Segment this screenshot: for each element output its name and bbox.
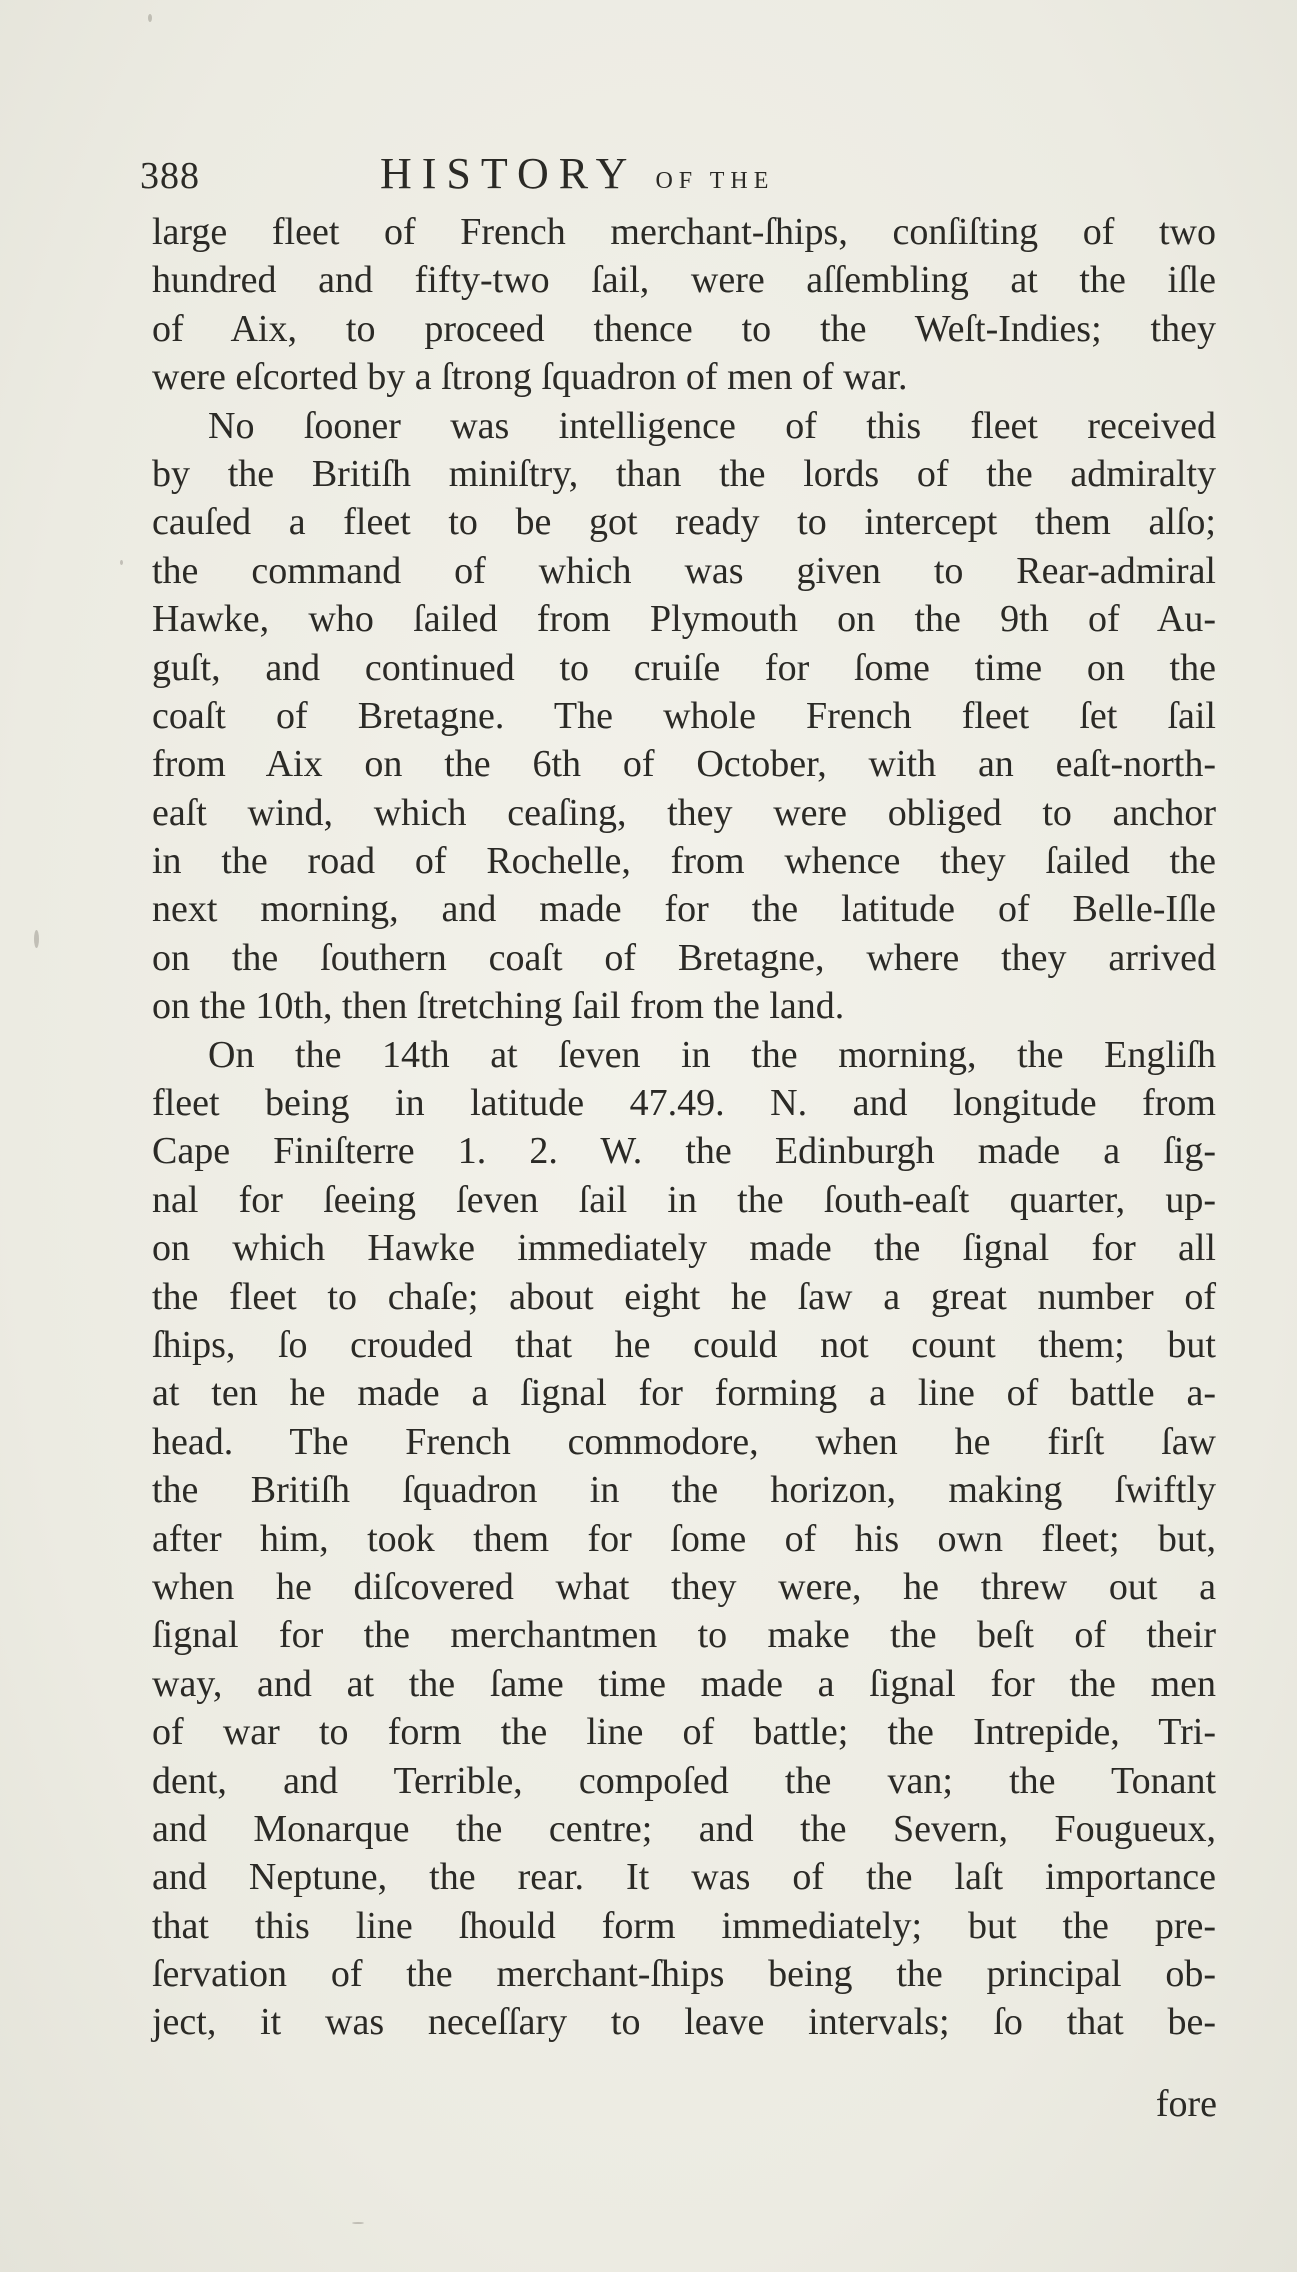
text-line: ject, it was neceſſary to leave intervals; ſo that be- <box>152 2001 1216 2044</box>
text-line: head. The French commodore, when he firſt ſaw <box>152 1420 1216 1463</box>
running-head-suffix: OF THE <box>655 168 775 194</box>
text-line: fleet being in latitude 47.49. N. and longitude from <box>152 1082 1216 1125</box>
catchword: fore <box>1155 2083 1217 2125</box>
text-line: at ten he made a ſignal for forming a line of battle a- <box>152 1372 1216 1415</box>
text-line: and Neptune, the rear. It was of the laſt importance <box>152 1856 1216 1899</box>
text-line: on the ſouthern coaſt of Bretagne, where they arrived <box>152 936 1216 979</box>
text-line: ſhips, ſo crouded that he could not count them; but <box>152 1323 1216 1366</box>
paper-speck <box>148 14 152 22</box>
text-line: by the Britiſh miniſtry, than the lords of the admiralty <box>152 452 1216 495</box>
page-header <box>140 148 1220 208</box>
text-line: Cape Finiſterre 1. 2. W. the Edinburgh made a ſig- <box>152 1130 1216 1173</box>
text-line: Hawke, who ſailed from Plymouth on the 9th of Au- <box>152 598 1216 641</box>
text-line: cauſed a fleet to be got ready to intercept them alſo; <box>152 501 1216 544</box>
text-line: were eſcorted by a ſtrong ſquadron of men of war. <box>152 356 908 399</box>
paper-speck <box>352 2222 364 2224</box>
text-line: large fleet of French merchant-ſhips, conſiſting of two <box>152 211 1216 253</box>
text-line: On the 14th at ſeven in the morning, the Engliſh <box>208 1033 1216 1076</box>
text-line: coaſt of Bretagne. The whole French fleet ſet ſail <box>152 694 1216 737</box>
text-line: from Aix on the 6th of October, with an eaſt-north- <box>152 743 1216 786</box>
paper-speck <box>120 560 123 565</box>
paper-speck <box>34 930 39 948</box>
text-line: way, and at the ſame time made a ſignal for the men <box>152 1662 1216 1705</box>
text-line: on which Hawke immediately made the ſignal for all <box>152 1227 1216 1270</box>
text-line: and Monarque the centre; and the Severn, Fougueux, <box>152 1807 1216 1850</box>
text-line: ſignal for the merchantmen to make the beſt of their <box>152 1614 1216 1657</box>
running-head <box>380 148 774 199</box>
text-line: dent, and Terrible, compoſed the van; the Tonant <box>152 1759 1216 1802</box>
body-text <box>152 208 1216 2047</box>
text-line: that this line ſhould form immediately; but the pre- <box>152 1904 1216 1947</box>
text-line: the Britiſh ſquadron in the horizon, making ſwiftly <box>152 1469 1216 1512</box>
text-line: in the road of Rochelle, from whence they ſailed the <box>152 840 1216 883</box>
text-line: nal for ſeeing ſeven ſail in the ſouth-eaſt quarter, up- <box>152 1178 1216 1221</box>
text-line: hundred and fifty-two ſail, were aſſembling at the iſle <box>152 259 1216 302</box>
text-line: when he diſcovered what they were, he threw out a <box>152 1565 1216 1608</box>
text-line: the fleet to chaſe; about eight he ſaw a great number of <box>152 1275 1216 1318</box>
text-line: of war to form the line of battle; the Intrepide, Tri- <box>152 1711 1216 1754</box>
text-line: of Aix, to proceed thence to the Weſt-Indies; they <box>152 307 1216 350</box>
text-line: guſt, and continued to cruiſe for ſome time on the <box>152 646 1216 689</box>
text-line: the command of which was given to Rear-admiral <box>152 549 1216 592</box>
text-line: No ſooner was intelligence of this fleet received <box>208 404 1216 447</box>
text-line: eaſt wind, which ceaſing, they were obliged to anchor <box>152 791 1216 834</box>
page-number: 388 <box>140 155 200 197</box>
text-line: next morning, and made for the latitude of Belle-Iſle <box>152 888 1216 931</box>
text-line: on the 10th, then ſtretching ſail from the land. <box>152 985 845 1028</box>
text-line: ſervation of the merchant-ſhips being the principal ob- <box>152 1953 1216 1996</box>
text-line: after him, took them for ſome of his own fleet; but, <box>152 1517 1216 1560</box>
running-head-title: HISTORY <box>380 149 638 198</box>
